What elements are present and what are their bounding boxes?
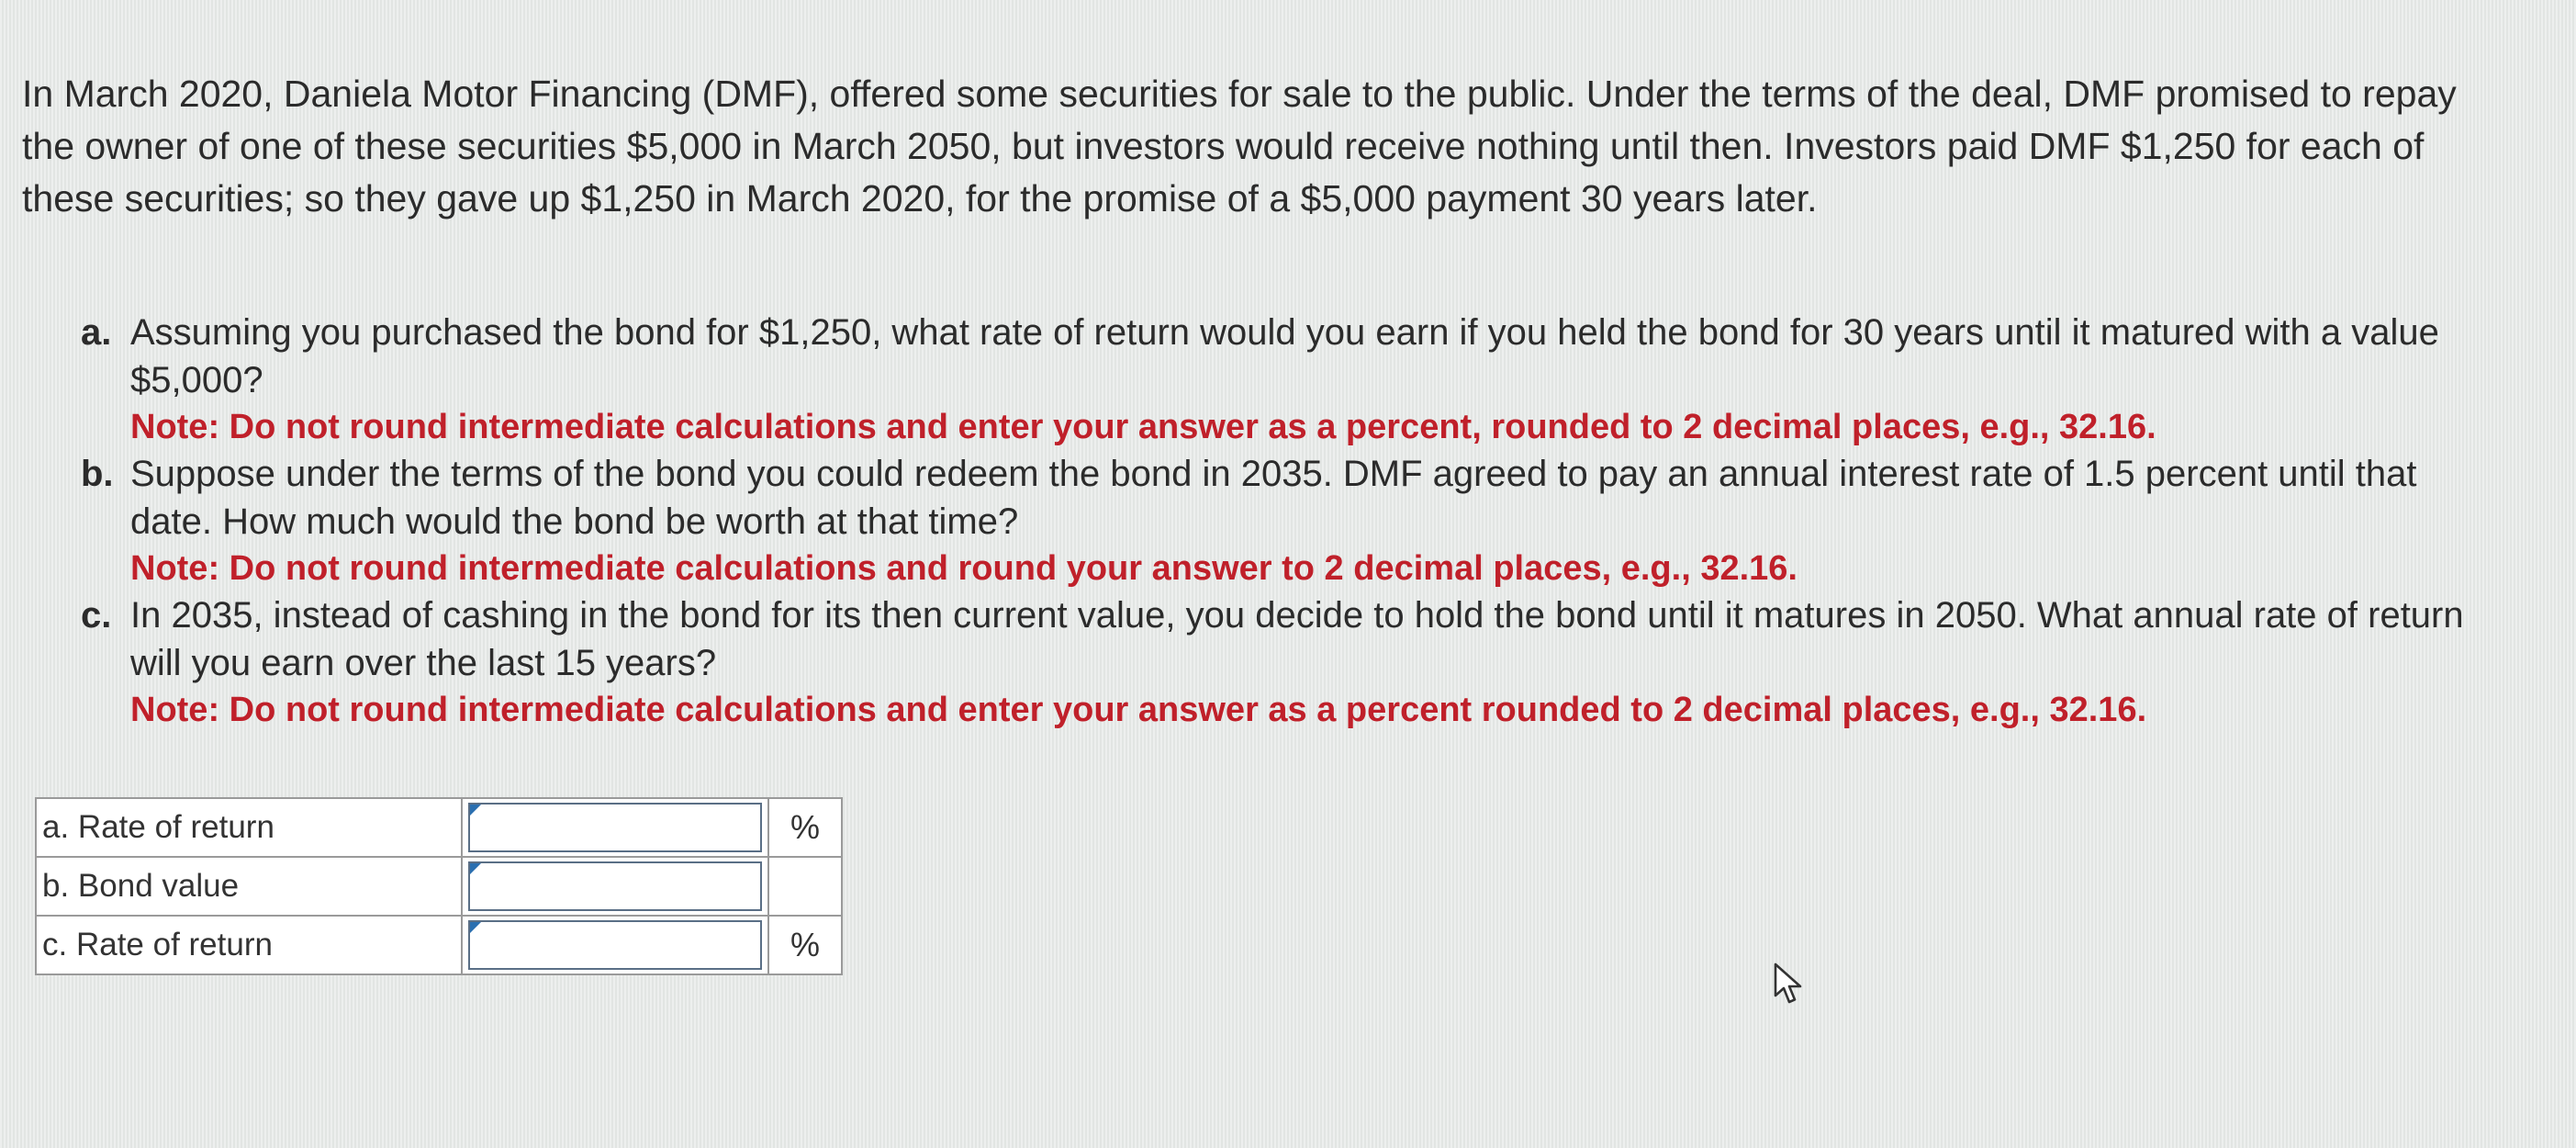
mouse-cursor-icon	[1772, 962, 1809, 1007]
answer-label: b. Bond value	[36, 857, 462, 916]
rate-of-return-a-input[interactable]	[468, 803, 762, 852]
question-part-c	[81, 591, 2504, 733]
question-parts	[81, 309, 2504, 733]
answer-flag-icon	[470, 863, 481, 874]
answer-row-c	[36, 916, 842, 974]
bond-value-b-input[interactable]	[468, 861, 762, 911]
answer-cell	[462, 798, 768, 857]
answer-label: a. Rate of return	[36, 798, 462, 857]
question-part-b	[81, 450, 2504, 591]
part-note: Note: Do not round intermediate calculations and round your answer to 2 decimal places, e.g., 32.16.	[130, 549, 1798, 588]
answer-row-a	[36, 798, 842, 857]
answer-unit: %	[768, 916, 842, 974]
problem-intro: In March 2020, Daniela Motor Financing (DMF), offered some securities for sale to the public. Under the terms of the deal, DMF promised to repay the owner of one of these securities $5,000 in March 2050, but investors would receive nothing until then. Investors paid DMF $1,250 for each of these securities; so they gave up $1,250 in March 2020, for the promise of a $5,000 payment 30 years later.	[22, 73, 2457, 219]
part-letter: a.	[81, 312, 112, 353]
answer-table	[35, 797, 843, 975]
part-question: In 2035, instead of cashing in the bond for its then current value, you decide to hold the bond until it matures in 2050. What annual rate of return will you earn over the last 15 years?	[130, 595, 2464, 683]
answer-cell	[462, 916, 768, 974]
answer-unit: %	[768, 798, 842, 857]
part-letter: b.	[81, 454, 114, 494]
answer-unit	[768, 857, 842, 916]
answer-cell	[462, 857, 768, 916]
part-note: Note: Do not round intermediate calculations and enter your answer as a percent rounded to 2 decimal places, e.g., 32.16.	[130, 691, 2147, 729]
part-question: Suppose under the terms of the bond you could redeem the bond in 2035. DMF agreed to pay an annual interest rate of 1.5 percent until that date. How much would the bond be worth at that time?	[130, 454, 2417, 542]
answer-flag-icon	[470, 805, 481, 816]
part-letter: c.	[81, 595, 112, 636]
answer-flag-icon	[470, 922, 481, 933]
question-part-a	[81, 309, 2504, 450]
part-question: Assuming you purchased the bond for $1,250, what rate of return would you earn if you held the bond for 30 years until it matured with a value $5,000?	[130, 312, 2439, 400]
rate-of-return-c-input[interactable]	[468, 920, 762, 970]
part-note: Note: Do not round intermediate calculations and enter your answer as a percent, rounded to 2 decimal places, e.g., 32.16.	[130, 408, 2156, 446]
answer-row-b	[36, 857, 842, 916]
answer-label: c. Rate of return	[36, 916, 462, 974]
